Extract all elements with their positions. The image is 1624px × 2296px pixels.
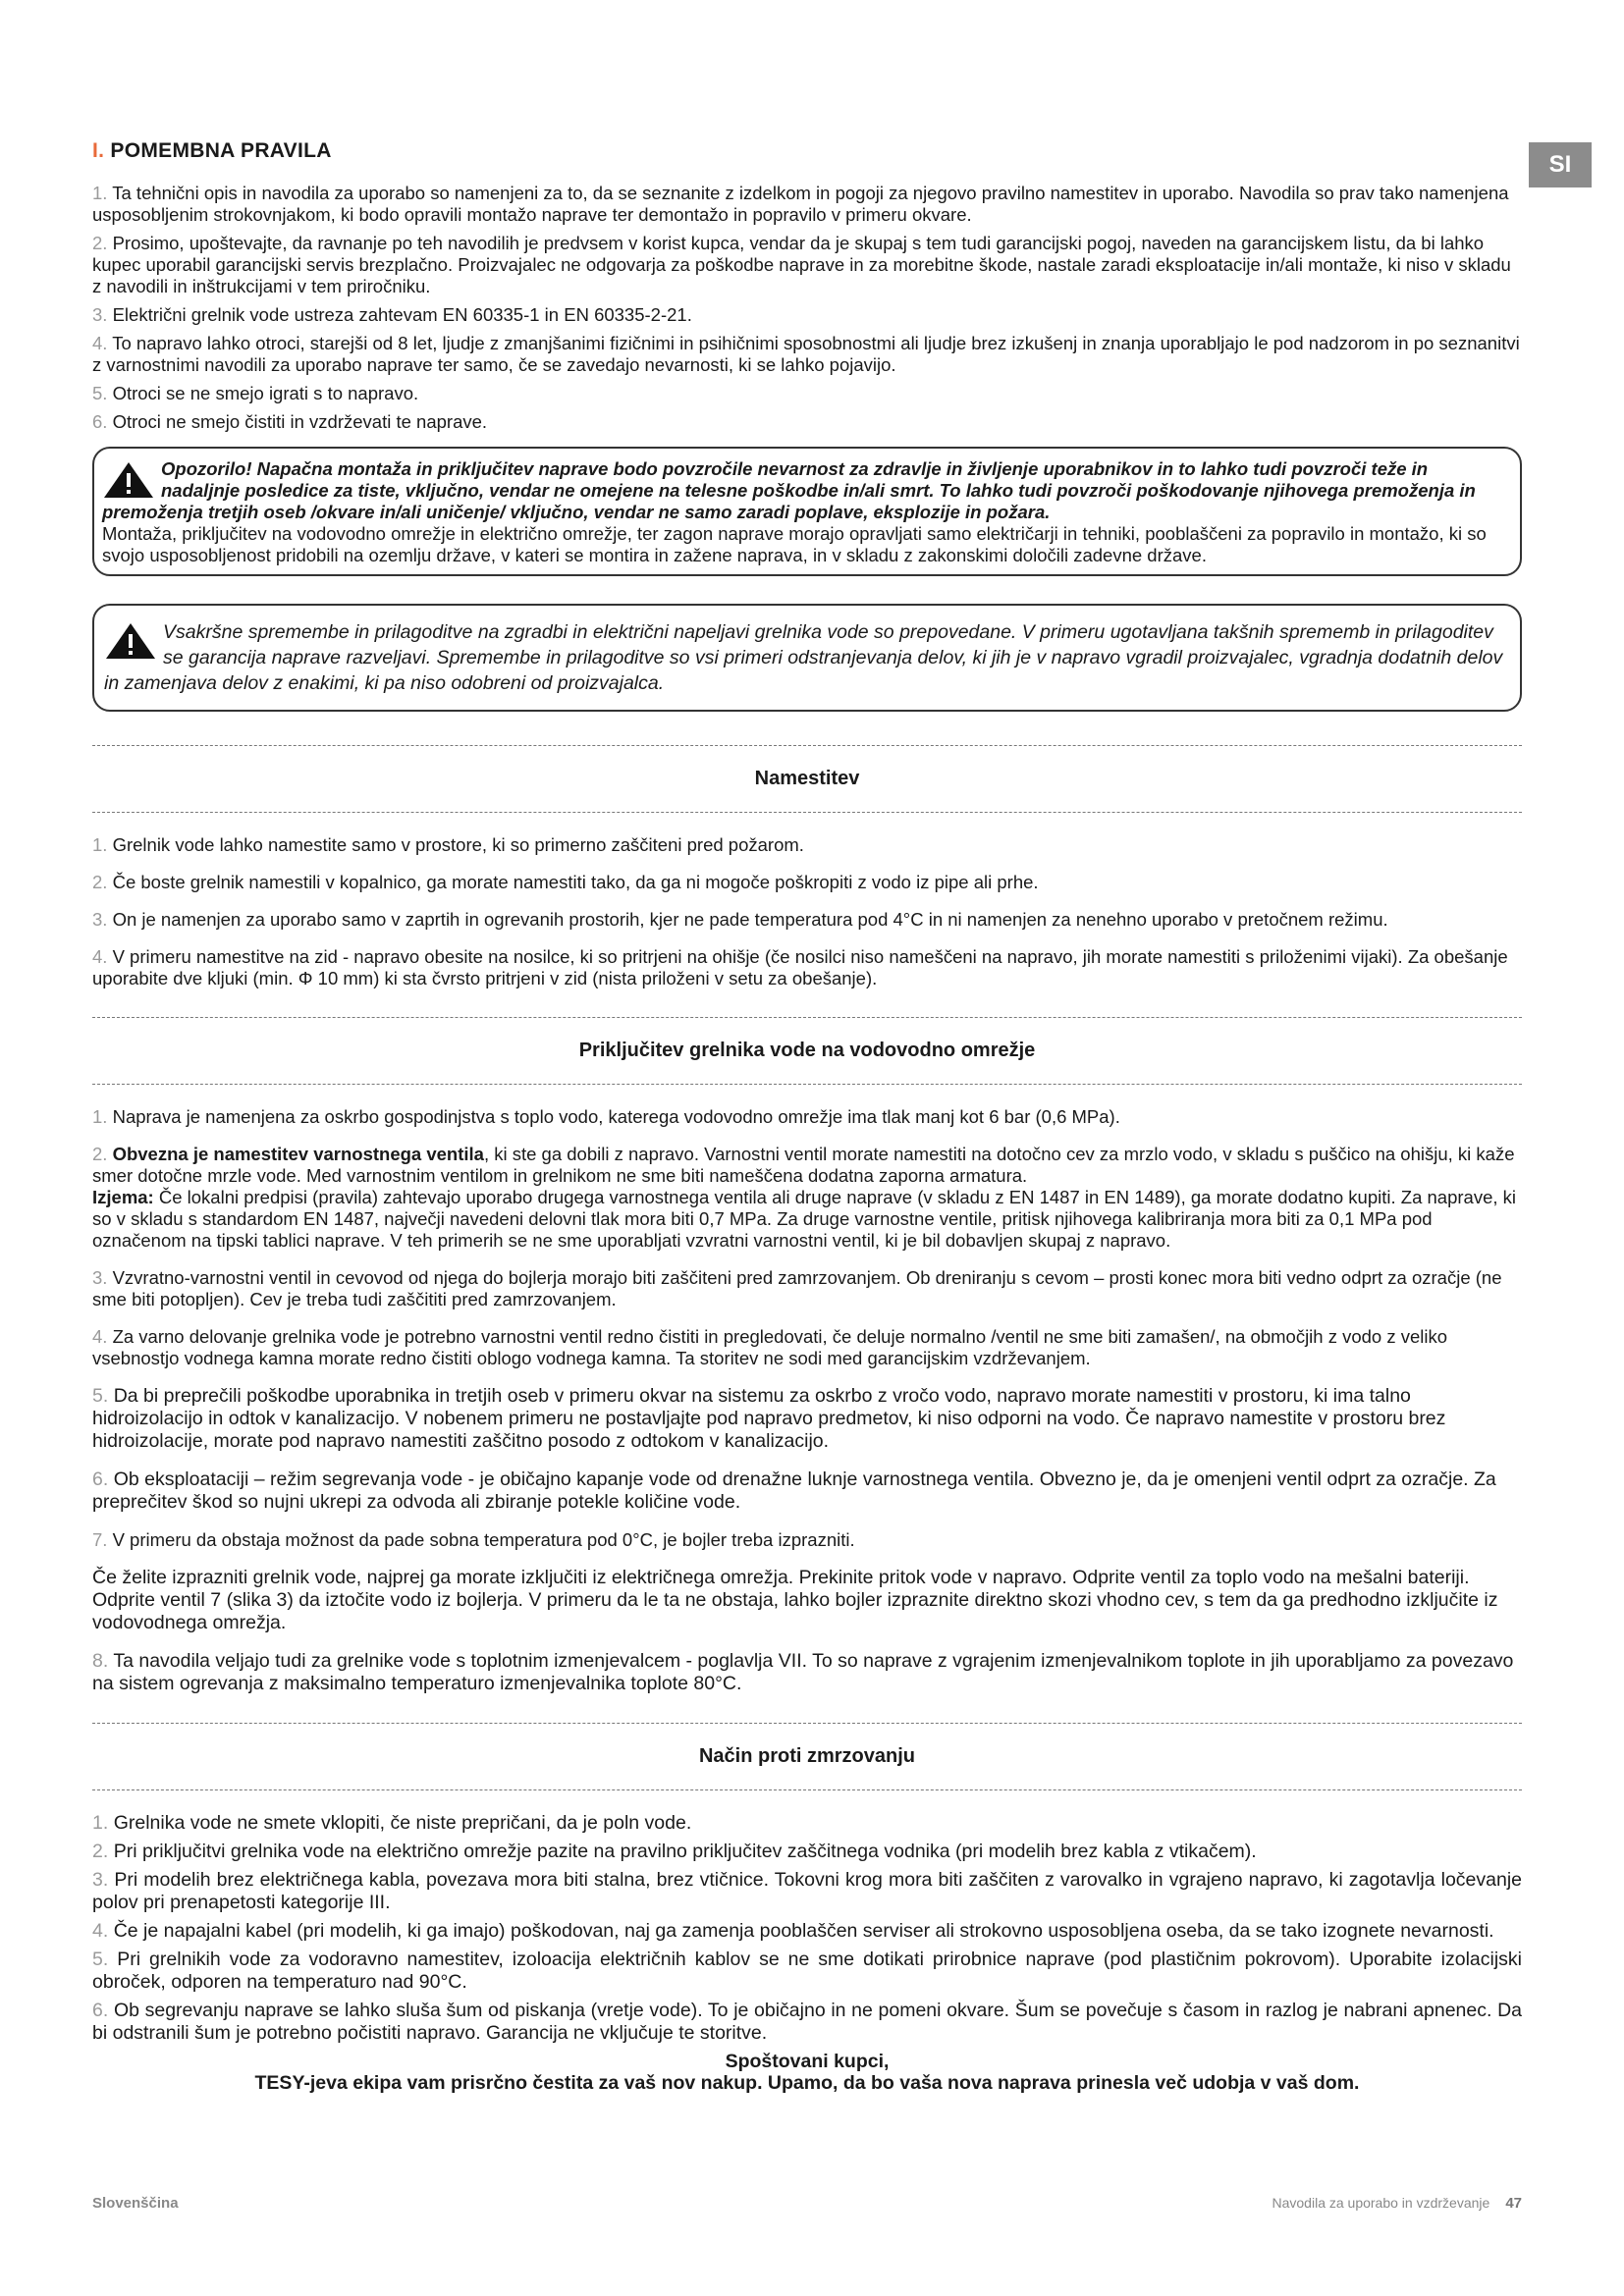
footer-manual-title (1272, 2195, 1523, 2212)
list-item: 3. Električni grelnik vode ustreza zahtevam EN 60335-1 in EN 60335-2-21. (92, 304, 692, 325)
section-number: I. (92, 139, 105, 162)
list-item: 2. Pri priključitvi grelnika vode na električno omrežje pazite na pravilno priključitev zaščitnega vodnika (pri modelih brez kabla z vtikačem). (92, 1841, 1257, 1862)
modification-warning-box (92, 604, 1522, 712)
divider (92, 1017, 1522, 1018)
list-item: 6. Otroci ne smejo čistiti in vzdrževati te naprave. (92, 411, 488, 432)
frost-title: Način proti zmrzovanju (698, 1745, 916, 1767)
list-item: 2. Prosimo, upoštevajte, da ravnanje po teh navodilih je predvsem v korist kupca, vendar da je skupaj s tem tudi garancijski pogoj, naveden na garancijskem listu, da bi lahko kupec uporabil garancijski servis brezplačno. Proizvajalec ne odgovarja za poškodbe naprave in za morebitne škode, nastale zaradi eksploatacije in/ali montaže, ki niso v skladu z navodili in inštrukcijami v tem priročniku. (92, 233, 1511, 296)
modification-warning-text: Vsakršne spremembe in prilagoditve na zgradbi in električni napeljavi grelnika vode so prepovedane. V primeru ugotavljana takšnih sprememb in prilagoditev se garancija naprave razveljavi. Spremembe in prilagoditve so vsi primeri odstranjevanja delov, ki jih je v napravo vgradil proizvajalec, vgradnja dodatnih delov in zamenjava delov z enakimi, ki pa niso odobreni od proizvajalca. (104, 621, 1503, 694)
list-item: 4. Če je napajalni kabel (pri modelih, ki ga imajo) poškodovan, naj ga zamenja pooblaščen serviser ali strokovno usposobljena oseba, da se tako izognete nevarnosti. (92, 1920, 1494, 1942)
list-item: 6. Ob eksploataciji – režim segrevanja vode - je običajno kapanje vode od drenažne luknje varnostnega ventila. Obvezno je, da je omenjeni ventil odprt za ozračje. Za preprečitev škod so nujni ukrepi za odvoda ali zbiranje potekle količine vode. (92, 1468, 1496, 1513)
page-title (92, 139, 1522, 163)
footer-language: Slovenščina (92, 2195, 179, 2212)
warning-text: Montaža, priključitev na vodovodno omrežje in električno omrežje, ter zagon naprave morajo opravljati samo električarji in tehniki, pooblaščeni za popravilo in montažo, ki so svojo usposobljenost pridobili na ozemlju države, v kateri se montira in zažene naprava, in v skladu z zakonskimi določili zadevne države. (102, 523, 1487, 565)
divider (92, 745, 1522, 746)
list-item: 3. On je namenjen za uporabo samo v zaprtih in ogrevanih prostorih, kjer ne pade temperatura pod 4°C in ni namenjen za nenehno uporabo v pretočnem režimu. (92, 909, 1388, 930)
list-item: 4. V primeru namestitve na zid - napravo obesite na nosilce, ki so pritrjeni na ohišje (če nosilci niso nameščeni na napravo, jih morate namestiti s priloženimi vijaki). Za obešanje uporabite dve kljuki (min. Φ 10 mm) ki sta čvrsto pritrjeni v zid (nista priloženi v setu za obešanje). (92, 946, 1508, 988)
list-item: 2. Če boste grelnik namestili v kopalnico, ga morate namestiti tako, da ga ni mogoče poškropiti z vodo iz pipe ali prhe. (92, 872, 1039, 892)
list-item: 4. To napravo lahko otroci, starejši od 8 let, ljudje z zmanjšanimi fizičnimi in psihičnimi sposobnostmi ali ljudje brez izkušenj in znanja uporabljajo le pod nadzorom in po seznanitvi z varnostnimi navodili za uporabo naprave ter samo, če se zavedajo nevarnosti, ki se lahko pojavijo. (92, 333, 1520, 375)
closing-text: TESY-jeva ekipa vam prisrčno čestita za vaš nov nakup. Upamo, da bo vaša nova naprava prinesla več udobja v vaš dom. (254, 2072, 1360, 2094)
list-item: 6. Ob segrevanju naprave se lahko sluša šum od piskanja (vretje vode). To je običajno in ne pomeni okvare. Šum se povečuje s časom in razlog je nabrani apnenec. Da bi odstranili šum je potrebno počistiti napravo. Garancija ne vključuje te storitve. (92, 2000, 1522, 2044)
page-number: 47 (1505, 2195, 1522, 2212)
list-item: 5. Da bi preprečili poškodbe uporabnika in tretjih oseb v primeru okvar na sistemu za oskrbo z vročo vodo, napravo morate namestiti v prostoru, ki ima talno hidroizolacijo in odtok v kanalizacijo. V nobenem primeru ne postavljajte pod napravo predmetov, ki niso odporni na vodo. Če napravo namestite v prostoru brez hidroizolacije, morate pod napravo namestiti zaščitno posodo z odtokom v kanalizacijo. (92, 1385, 1446, 1452)
water-connection-list (92, 1106, 1522, 1695)
water-connection-title: Priključitev grelnika vode na vodovodno omrežje (578, 1040, 1036, 1061)
list-item: 2. Obvezna je namestitev varnostnega ventila, ki ste ga dobili z napravo. Varnostni ventil morate namestiti na dotočno cev za mrzlo vodo, v skladu s puščico na ohišju, ki kaže smer dotočne mrzle vode. Med varnostnim ventilom in grelnikom ne sme biti nameščena dodatna zaporna armatura. Izjema: Če lokalni predpisi (pravila) zahtevajo uporabo drugega varnostnega ventila ali druge naprave (v skladu z EN 1487 in EN 1489), ga morate dodatno kupiti. Za naprave, ki so v skladu s standardom EN 1487, največji navedeni delovni tlak mora biti 0,7 MPa. Za druge varnostne ventile, pritisk njihovega kalibriranja mora biti za 0,1 MPa pod označenom na tipski tablici naprave. V teh primerih se ne sme uporabljati vzvratni varnostni ventil, ki je bil dobavljen skupaj z napravo. (92, 1144, 1517, 1251)
drain-paragraph: Če želite izprazniti grelnik vode, najprej ga morate izključiti iz električnega omrežja. Prekinite pritok vode v napravo. Odprite ventil za toplo vodo na mešalni bateriji. Odprite ventil 7 (slika 3) da iztočite vodo iz bojlerja. V primeru da le ta ne obstaja, lahko bojler izpraznite direktno skozi vhodno cev, s tem da ga predhodno izključite iz vodovodnega omrežja. (92, 1567, 1498, 1633)
list-item: 1. Ta tehnični opis in navodila za uporabo so namenjeni za to, da se seznanite z izdelkom in pogoji za njegovo pravilno namestitev in uporabo. Navodila so prav tako namenjena usposobljenim strokovnjakom, ki bodo opravili montažo naprave ter demontažo in popravilo v primeru okvare. (92, 183, 1509, 225)
rules-list (92, 183, 1522, 433)
installation-list (92, 834, 1522, 989)
installation-title: Namestitev (754, 768, 860, 789)
list-item: 3. Vzvratno-varnostni ventil in cevovod od njega do bojlerja morajo biti zaščiteni pred zamrzovanjem. Ob dreniranju s cevom – prosti konec mora biti vedno odprt za ozračje (ne sme biti potopljen). Cev je treba tudi zaščititi pred zamrzovanjem. (92, 1267, 1502, 1309)
frost-list (92, 1812, 1522, 2045)
list-item: 8. Ta navodila veljajo tudi za grelnike vode s toplotnim izmenjevalcem - poglavlja VII. To so naprave z vgrajenim izmenjevalnikom toplote in jih uporabljamo za povezavo na sistem ogrevanja z maksimalno temperaturo izmenjevalnika toplote 80°C. (92, 1650, 1514, 1694)
content (92, 139, 1522, 2094)
footer-title: Navodila za uporabo in vzdrževanje (1272, 2195, 1490, 2211)
language-tab: SI (1529, 142, 1592, 187)
warning-box (92, 447, 1522, 576)
list-item: 7. V primeru da obstaja možnost da pade sobna temperatura pod 0°C, je bojler treba izprazniti. (92, 1529, 855, 1550)
list-item: 5. Pri grelnikih vode za vodoravno namestitev, izoloacija električnih kablov se ne sme dotikati prirobnice naprave (pod plastičnim pokrovom). Uporabite izolacijski obroček, odporen na temperaturo nad 90°C. (92, 1949, 1522, 1993)
warning-triangle-icon (102, 460, 155, 500)
list-item: 1. Grelnik vode lahko namestite samo v prostore, ki so primerno zaščiteni pred požarom. (92, 834, 804, 855)
warning-bold-text: Opozorilo! Napačna montaža in priključitev naprave bodo povzročile nevarnost za zdravlje in življenje uporabnikov in to lahko tudi povzroči teže in nadaljnje posledice za tiste, vključno, vendar ne omejene na telesne poškodbe in/ali smrt. To lahko tudi povzroči poškodovanje njihovega premoženja in premoženja tretjih oseb /okvare in/ali uničenje/ vključno, vendar ne samo zaradi poplave, eksplozije in požara. (102, 458, 1476, 522)
list-item: 1. Grelnika vode ne smete vklopiti, če niste prepričani, da je poln vode. (92, 1812, 692, 1834)
closing-greeting: Spoštovani kupci, (725, 2051, 890, 2072)
divider (92, 1723, 1522, 1724)
list-item: 3. Pri modelih brez električnega kabla, povezava mora biti stalna, brez vtičnice. Tokovni krog mora biti zaščiten z varovalko in vgrajeno napravo, ki zagotavlja ločevanje polov pri prenapetosti kategorije III. (92, 1869, 1523, 1913)
list-item: 4. Za varno delovanje grelnika vode je potrebno varnostni ventil redno čistiti in pregledovati, če deluje normalno /ventil ne sme biti zamašen/, na območjih z vodo z veliko vsebnostjo vodnega kamna morate redno čistiti oblogo vodnega kamna. Ta storitev ne sodi med garancijskim vzdrževanjem. (92, 1326, 1448, 1368)
section-title: POMEMBNA PRAVILA (110, 139, 332, 162)
closing-message (92, 2051, 1522, 2094)
list-item: 1. Naprava je namenjena za oskrbo gospodinjstva s toplo vodo, katerega vodovodno omrežje ima tlak manj kot 6 bar (0,6 MPa). (92, 1106, 1120, 1127)
list-item: 5. Otroci se ne smejo igrati s to napravo. (92, 383, 419, 403)
warning-triangle-icon (104, 621, 157, 661)
